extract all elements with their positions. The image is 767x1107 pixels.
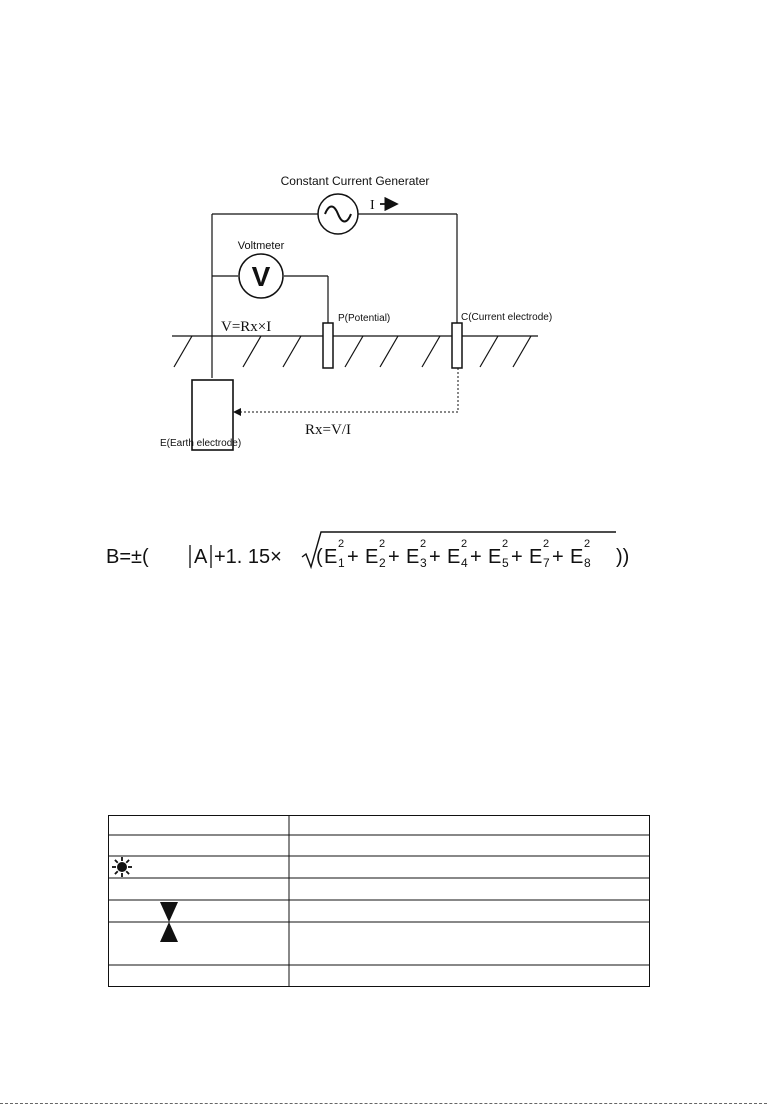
formula-term-base: E [570,546,584,568]
ground-surface [172,336,538,367]
formula-close: )) [616,546,630,568]
current-electrode [452,323,462,368]
current-label: I [370,198,375,213]
formula-plus-sign: + [511,546,523,568]
formula-term-base: E [529,546,543,568]
formula-term-subscript: 7 [543,556,550,570]
table-grid [108,815,650,987]
generator-icon [318,194,358,234]
generator-circuit-wire [212,214,457,378]
voltmeter-label: Voltmeter [237,240,285,252]
return-arrow-icon [233,408,241,416]
uncertainty-formula [106,523,706,583]
formula-term-subscript: 2 [379,556,386,570]
equation-rx: Rx=V/I [305,422,351,438]
potential-label: P(Potential) [338,313,391,324]
formula-term-superscript: 2 [338,538,345,550]
voltmeter-symbol: V [251,261,271,292]
formula-term-superscript: 2 [461,538,468,550]
current-electrode-label: C(Current electrode) [461,312,553,323]
formula-term-base: E [406,546,420,568]
return-path [238,368,458,412]
formula-plus-sign: + [470,546,482,568]
formula-plus-coeff: +1. 15× [214,546,282,568]
potential-electrode [323,323,333,368]
earth-electrode-label: E(Earth electrode) [160,438,242,449]
formula-term-subscript: 3 [420,556,427,570]
table-border [109,816,650,987]
formula-term-superscript: 2 [543,538,550,550]
formula-terms [324,538,591,570]
formula-term-superscript: 2 [379,538,386,550]
equation-v: V=Rx×I [221,319,272,335]
formula-term-superscript: 2 [584,538,591,550]
formula-term-base: E [447,546,461,568]
formula-term-base: E [365,546,379,568]
page-bottom-rule [0,1103,767,1104]
symbol-table [108,815,650,987]
formula-term-subscript: 5 [502,556,509,570]
earth-resistance-diagram [0,0,767,470]
formula-inner-open: ( [316,546,323,568]
formula-term-subscript: 1 [338,556,345,570]
formula-term-subscript: 8 [584,556,591,570]
formula-plus-sign: + [429,546,441,568]
formula-term-base: E [324,546,338,568]
formula-term-subscript: 4 [461,556,468,570]
formula-abs-a: A [194,546,208,568]
generator-label: Constant Current Generater [280,174,430,188]
formula-plus-sign: + [347,546,359,568]
formula-plus-sign: + [552,546,564,568]
formula-lhs: B=±( [106,546,149,568]
formula-plus-sign: + [388,546,400,568]
sun-icon [112,857,132,877]
formula-term-superscript: 2 [420,538,427,550]
formula-term-superscript: 2 [502,538,509,550]
triangle-up-icon [160,922,178,942]
triangle-down-icon [160,902,178,922]
formula-term-base: E [488,546,502,568]
